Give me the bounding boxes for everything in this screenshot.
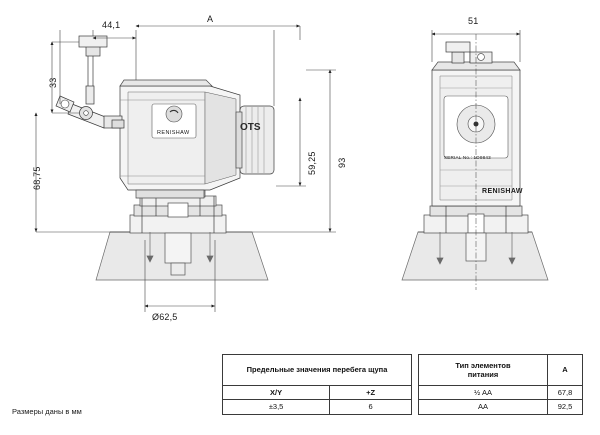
table-right-title-line2: питания <box>467 370 499 379</box>
dim-44-1: 44,1 <box>102 20 121 30</box>
table-left-header-z: +Z <box>330 386 412 400</box>
battery-type-0: ½ AA <box>419 386 548 400</box>
table-left-value-xy: ±3,5 <box>223 400 330 414</box>
label-serial-number: SERIAL No.: 1D9843 <box>444 155 491 160</box>
dim-33: 33 <box>48 77 58 88</box>
battery-a-1: 92,5 <box>548 400 583 414</box>
label-probe-model: OTS <box>240 122 261 133</box>
probe-overtravel-table <box>222 354 412 415</box>
dim-diameter-62-5: Ø62,5 <box>152 312 178 322</box>
dim-59-25: 59,25 <box>307 151 317 175</box>
table-right-header-a: A <box>548 355 583 386</box>
battery-type-table <box>418 354 583 415</box>
table-right-title <box>419 355 548 386</box>
connector-barrel-left <box>236 106 274 174</box>
battery-a-0: 67,8 <box>548 386 583 400</box>
table-row <box>419 386 583 400</box>
battery-type-1: AA <box>419 400 548 414</box>
stylus-assembly-left <box>56 36 124 128</box>
table-left-value-z: 6 <box>330 400 412 414</box>
dim-51: 51 <box>468 16 479 26</box>
table-row <box>419 400 583 414</box>
units-note: Размеры даны в мм <box>12 407 82 416</box>
table-row <box>223 400 412 414</box>
dim-a-left: A <box>207 14 214 24</box>
table-right-title-line1: Тип элементов <box>455 360 511 370</box>
dim-68-75: 68,75 <box>32 166 42 190</box>
label-probe-brand-right: RENISHAW <box>482 188 523 195</box>
dim-93: 93 <box>337 157 347 168</box>
table-left-header-xy: X/Y <box>223 386 330 400</box>
table-left-title: Предельные значения перебега щупа <box>223 355 412 386</box>
label-probe-brand-left: RENISHAW <box>157 130 190 136</box>
probe-body-left <box>120 80 240 198</box>
